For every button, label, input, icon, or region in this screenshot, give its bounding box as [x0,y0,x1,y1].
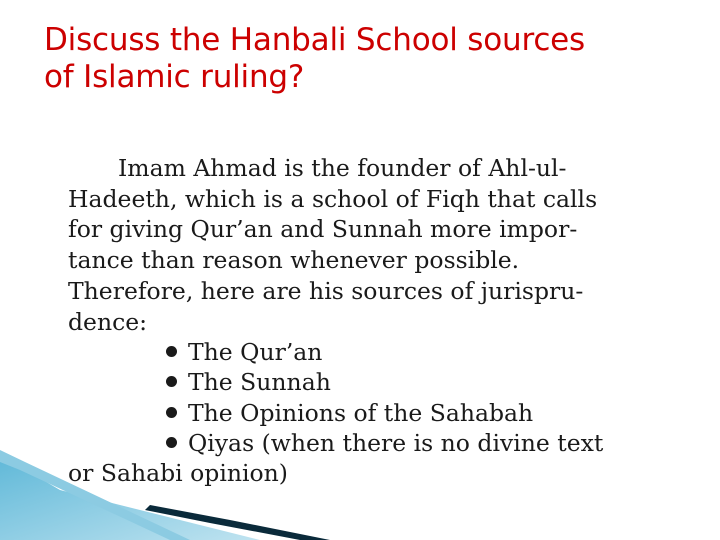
list-item-text: The Sunnah [188,368,331,396]
title-line-2: of Islamic ruling? [44,59,305,96]
passage-line-3: for giving Qur’an and Sunnah more impor- [68,215,578,243]
passage-line-1: Imam Ahmad is the founder of Ahl-ul- [118,154,567,182]
list-item-text: The Opinions of the Sahabah [188,399,534,427]
passage-continuation: or Sahabi opinion) [68,459,288,487]
title-line-1: Discuss the Hanbali School sources [44,22,585,58]
passage-line-4: tance than reason whenever possible. [68,246,520,274]
list-item-text: The Qur’an [188,338,323,366]
passage-line-2: Hadeeth, which is a school of Fiqh that calls [68,185,598,213]
swoosh-light [0,455,260,540]
passage-line-6: dence: [68,308,148,336]
list-item-text: Qiyas (when there is no divine text [188,429,604,457]
passage-line-5: Therefore, here are his sources of jurispru- [68,277,584,305]
